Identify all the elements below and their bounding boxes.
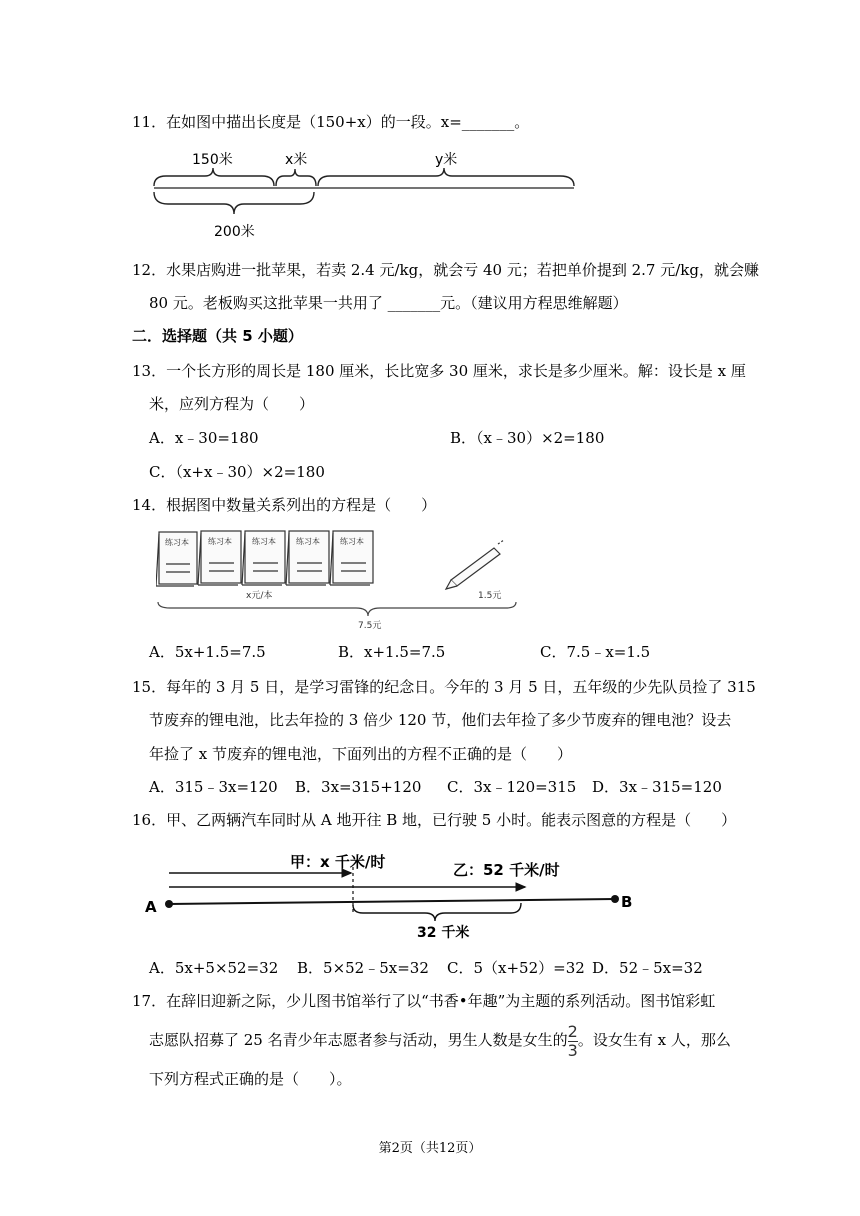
total-price-label: 7.5元	[358, 621, 382, 631]
page-footer: 第2页（共12页）	[378, 1141, 482, 1156]
q16-option-d[interactable]: D．52﹣5x=32	[592, 959, 703, 977]
q15-option-a[interactable]: A．315﹣3x=120	[149, 778, 278, 796]
fraction-numerator: 2	[567, 1021, 578, 1041]
q12-line2: 80 元。老板购买这批苹果一共用了 _______元。（建议用方程思维解题）	[149, 294, 628, 312]
fraction	[567, 1021, 578, 1060]
q12-line1: 12．水果店购进一批苹果，若卖 2.4 元/kg，就会亏 40 元；若把单价提到 2.7 元/kg，就会赚	[132, 261, 759, 279]
notebook-4	[286, 531, 329, 585]
q11-seg1-label: 150米	[192, 152, 233, 168]
q15-option-d[interactable]: D．3x﹣315=120	[592, 778, 722, 796]
book-price-label: x元/本	[246, 591, 273, 601]
notebook-3-label: 练习本	[252, 537, 276, 546]
section-title: 二．选择题（共 5 小题）	[132, 327, 303, 345]
q13-line1: 13．一个长方形的周长是 180 厘米，长比宽多 30 厘米，求长是多少厘米。解：设长是 x 厘	[132, 362, 746, 380]
q13-option-b[interactable]: B．（x﹣30）×2=180	[450, 429, 605, 447]
notebook-3	[242, 531, 285, 585]
car-a-label: 甲：x 千米/时	[290, 853, 386, 871]
gap-label: 32 千米	[417, 925, 470, 941]
q16-diagram	[145, 845, 645, 945]
notebook-2-label: 练习本	[208, 537, 232, 546]
q16-text: 16．甲、乙两辆汽车同时从 A 地开往 B 地，已行驶 5 小时。能表示图意的方程是（ ）	[132, 811, 737, 829]
notebook-1	[156, 532, 197, 586]
point-b-label: B	[621, 893, 633, 911]
q11-total-label: 200米	[214, 224, 255, 240]
q11-diagram	[150, 148, 580, 240]
q11-text: 11．在如图中描出长度是（150+x）的一段。x=_______。	[132, 113, 530, 131]
q13-line2: 米，应列方程为（ ）	[149, 395, 315, 413]
q15-line3: 年捡了 x 节废弃的锂电池，下面列出的方程不正确的是（ ）	[149, 745, 572, 763]
notebook-4-label: 练习本	[296, 537, 320, 546]
notebook-1-label: 练习本	[165, 538, 189, 547]
q14-option-c[interactable]: C．7.5﹣x=1.5	[540, 643, 651, 661]
notebook-2	[198, 531, 241, 585]
notebook-5-label: 练习本	[340, 537, 364, 546]
q15-option-c[interactable]: C．3x﹣120=315	[447, 778, 577, 796]
q17-line2-pre: 志愿队招募了 25 名青少年志愿者参与活动，男生人数是女生的	[149, 1031, 568, 1049]
q13-option-c[interactable]: C．（x+x﹣30）×2=180	[149, 463, 325, 481]
q14-diagram	[156, 526, 521, 632]
q13-option-a[interactable]: A．x﹣30=180	[149, 429, 259, 447]
pen-icon	[446, 540, 504, 589]
q15-option-b[interactable]: B．3x=315+120	[295, 778, 422, 796]
point-a-dot	[165, 900, 173, 908]
q17-line1: 17．在辞旧迎新之际，少儿图书馆举行了以“书香•年趣”为主题的系列活动。图书馆彩虹	[132, 992, 716, 1010]
q11-seg2-label: x米	[285, 152, 308, 168]
pen-price-label: 1.5元	[478, 591, 502, 601]
q16-option-a[interactable]: A．5x+5×52=32	[149, 959, 279, 977]
q14-option-b[interactable]: B．x+1.5=7.5	[338, 643, 446, 661]
q16-option-c[interactable]: C．5（x+52）=32	[447, 959, 585, 977]
point-a-label: A	[145, 898, 157, 916]
q17-line2-post: 。设女生有 x 人，那么	[577, 1031, 731, 1049]
point-b-dot	[611, 895, 619, 903]
q15-line2: 节废弃的锂电池，比去年捡的 3 倍少 120 节，他们去年捡了多少节废弃的锂电池？设去	[149, 711, 732, 729]
fraction-denominator: 3	[567, 1040, 578, 1060]
q14-option-a[interactable]: A．5x+1.5=7.5	[149, 643, 266, 661]
q11-seg3-label: y米	[435, 152, 458, 168]
q17-line3: 下列方程式正确的是（ ）。	[149, 1070, 352, 1088]
car-b-label: 乙：52 千米/时	[453, 861, 560, 879]
notebook-5	[330, 531, 373, 585]
q16-option-b[interactable]: B．5×52﹣5x=32	[297, 959, 429, 977]
q15-line1: 15．每年的 3 月 5 日，是学习雷锋的纪念日。今年的 3 月 5 日，五年级的少先队员捡了 315	[132, 678, 756, 696]
q17-line2	[149, 1023, 731, 1059]
q14-text: 14．根据图中数量关系列出的方程是（ ）	[132, 496, 437, 514]
